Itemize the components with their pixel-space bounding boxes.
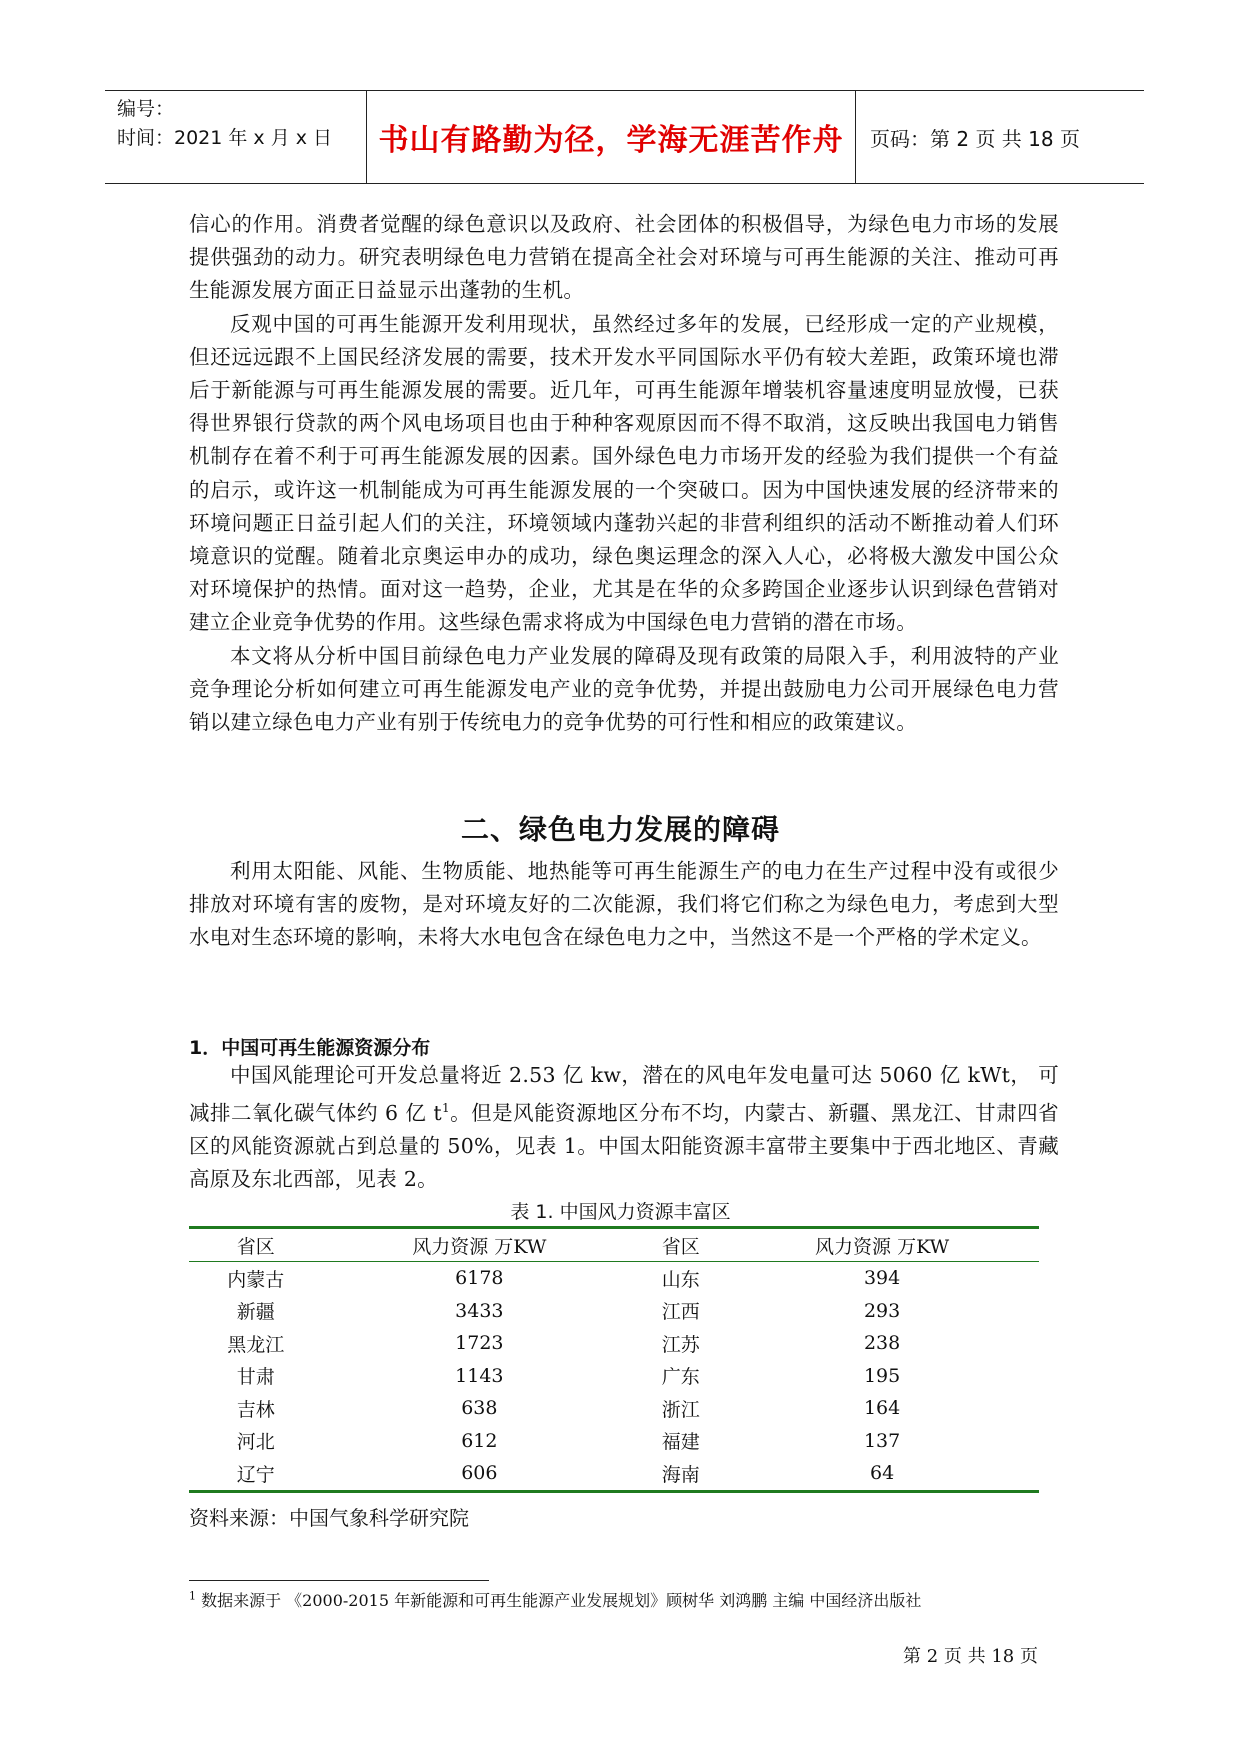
table-row [189,1425,1039,1458]
paragraph-4: 利用太阳能、风能、生物质能、地热能等可再生能源生产的电力在生产过程中没有或很少排放对环境有害的废物，是对环境友好的二次能源，我们将它们称之为绿色电力，考虑到大型水电对生态环境的影响，未将大水电包含在绿色电力之中，当然这不是一个严格的学术定义。 [189,859,1059,950]
value-cell: 1143 [455,1364,504,1387]
table-row [189,1392,1039,1425]
subsection-title: 1．中国可再生能源资源分布 [189,1037,431,1059]
value-cell: 293 [863,1299,901,1322]
province-cell: 浙江 [661,1398,700,1421]
province-cell: 福建 [661,1431,700,1454]
document-header [105,90,1144,184]
footnote-text: 数据来源于 《2000-2015 年新能源和可再生能源产业发展规划》顾树华 刘鸿鹏 主编 中国经济出版社 [196,1591,922,1610]
value-cell: 394 [863,1267,901,1290]
paragraph-1: 信心的作用。消费者觉醒的绿色意识以及政府、社会团体的积极倡导，为绿色电力市场的发展提供强劲的动力。研究表明绿色电力营销在提高全社会对环境与可再生能源的关注、推动可再生能源发展方面正日益显示出蓬勃的生机。 [189,212,1059,303]
value-cell: 612 [461,1429,498,1452]
value-cell: 137 [863,1429,901,1452]
table-row [189,1360,1039,1393]
footnote-divider [189,1580,489,1581]
value-cell: 1723 [455,1332,504,1355]
value-cell: 64 [869,1462,895,1485]
number-label: 编号： [117,98,175,120]
province-cell: 辽宁 [236,1463,275,1486]
table-row [189,1262,1039,1295]
section-title: 二、绿色电力发展的障碍 [460,813,780,846]
header-page-label: 页码：第 2 页 共 18 页 [870,126,1080,151]
province-cell: 黑龙江 [227,1333,285,1356]
time-label: 时间：2021 年 x 月 x 日 [117,127,333,149]
paragraph-2: 反观中国的可再生能源开发利用现状，虽然经过多年的发展，已经形成一定的产业规模，但还远远跟不上国民经济发展的需要，技术开发水平同国际水平仍有较大差距，政策环境也滞后于新能源与可再生能源发展的需要。近几年，可再生能源年增装机容量速度明显放慢，已获得世界银行贷款的两个风电场项目也由于种种客观原因而不得不取消，这反映出我国电力销售机制存在着不利于可再生能源发展的因素。国外绿色电力市场开发的经验为我们提供一个有益的启示，或许这一机制能成为可再生能源发展的一个突破口。因为中国快速发展的经济带来的环境问题正日益引起人们的关注，环境领域内蓬勃兴起的非营利组织的活动不断推动着人们环境意识的觉醒。随着北京奥运申办的成功，绿色奥运理念的深入人心，必将极大激发中国公众对环境保护的热情。面对这一趋势，企业，尤其是在华的众多跨国企业逐步认识到绿色营销对建立企业竞争优势的作用。这些绿色需求将成为中国绿色电力营销的潜在市场。 [189,311,1059,635]
header-meta [105,91,367,183]
paragraph-5-part-a: 中国风能理论可开发总量将近 2.53 亿 kw，潜在的风电年发电量可达 5060 亿 kWt， 可减排二氧化碳气体约 6 亿 t [189,1063,1059,1126]
province-cell: 江苏 [661,1333,700,1356]
value-cell: 606 [461,1462,498,1485]
header-province-2: 省区 [661,1235,700,1258]
province-cell: 吉林 [236,1398,275,1421]
wind-resource-table [189,1226,1039,1493]
section-paragraph [189,855,1059,955]
table-caption: 表 1. 中国风力资源丰富区 [510,1201,731,1223]
province-cell: 海南 [661,1463,700,1486]
province-cell: 新疆 [236,1301,275,1324]
value-cell: 238 [863,1332,901,1355]
footnote [189,1588,921,1611]
header-wind-1: 风力资源 万KW [412,1235,547,1258]
page-footer: 第 2 页 共 18 页 [903,1646,1038,1667]
paragraph-5 [189,1059,1059,1197]
header-province-1: 省区 [236,1235,275,1258]
table-row [189,1457,1039,1491]
wind-paragraph [189,1059,1059,1197]
province-cell: 广东 [661,1366,700,1389]
province-cell: 内蒙古 [227,1268,285,1291]
value-cell: 195 [863,1364,901,1387]
province-cell: 河北 [236,1431,275,1454]
province-cell: 山东 [661,1268,700,1291]
value-cell: 638 [461,1397,498,1420]
value-cell: 6178 [455,1267,504,1290]
table-row [189,1295,1039,1328]
table-header-row [189,1228,1039,1262]
footnote-mark: 1 [189,1589,196,1603]
table-source: 资料来源：中国气象科学研究院 [189,1506,469,1530]
paragraph-3: 本文将从分析中国目前绿色电力产业发展的障碍及现有政策的局限入手，利用波特的产业竞争理论分析如何建立可再生能源发电产业的竞争优势，并提出鼓励电力公司开展绿色电力营销以建立绿色电力产业有别于传统电力的竞争优势的可行性和相应的政策建议。 [189,643,1059,735]
table-row [189,1327,1039,1360]
intro-paragraphs [189,208,1059,739]
province-cell: 江西 [661,1301,700,1324]
value-cell: 164 [863,1397,901,1420]
paragraph-5-part-b: 。但是风能资源地区分布不均，内蒙古、新疆、黑龙江、甘肃四省区的风能资源就占到总量的 50%，见表 1。中国太阳能资源丰富带主要集中于西北地区、青藏高原及东北西部，见表 2。 [189,1101,1059,1192]
province-cell: 甘肃 [236,1366,275,1389]
value-cell: 3433 [455,1299,504,1322]
header-motto: 书山有路勤为径，学海无涯苦作舟 [367,91,856,183]
footnote-ref: 1 [441,1101,450,1116]
header-wind-2: 风力资源 万KW [815,1235,950,1258]
